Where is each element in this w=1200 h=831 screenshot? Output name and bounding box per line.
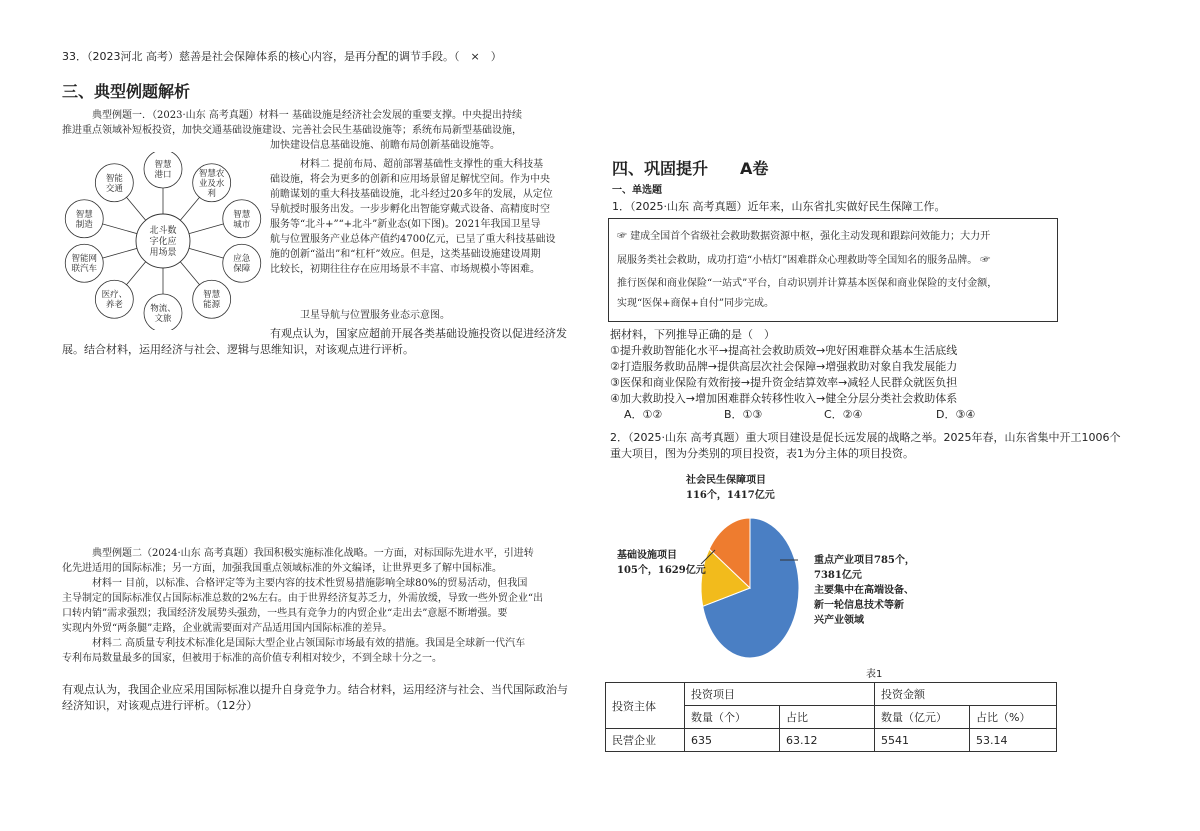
pie-label-line: 7381亿元 bbox=[814, 570, 862, 581]
box-line: 推行医保和商业保险“一站式”平台，自动识别并计算基本医保和商业保险的支付金额， bbox=[617, 278, 998, 289]
diagram-node-label: 智能网联汽车 bbox=[71, 254, 98, 275]
q2-line: 重大项目，图为分类别的项目投资，表1为分主体的项目投资。 bbox=[610, 447, 914, 460]
diagram-center-label: 北斗数字化应用场景 bbox=[149, 226, 177, 258]
q1-stem: 1．（2025·山东 高考真题）近年来，山东省扎实做好民生保障工作。 bbox=[612, 200, 946, 213]
q1-item: ①提升救助智能化水平→提高社会救助质效→兜好困难群众基本生活底线 bbox=[610, 344, 958, 357]
diagram-caption: 卫星导航与位置服务业态示意图。 bbox=[300, 310, 450, 321]
table-subheader: 占比 bbox=[780, 706, 875, 729]
example2-line: 典型例题二（2024·山东 高考真题）我国积极实施标准化战略。一方面，对标国际先进水平，引进转 bbox=[92, 548, 534, 559]
table-cell: 5541 bbox=[875, 729, 970, 752]
option-c[interactable]: C．②④ bbox=[824, 408, 863, 421]
material2-line: 航与位置服务产业总体产值约4700亿元，已呈了重大科技基础设 bbox=[270, 234, 556, 245]
beidou-diagram bbox=[60, 152, 266, 330]
table-cell: 635 bbox=[685, 729, 780, 752]
material2-line: 前瞻谋划的重大科技基础设施，北斗经过20多年的发展，从定位 bbox=[270, 189, 553, 200]
pie-label-social bbox=[686, 473, 775, 503]
diagram-node-label: 智慧制造 bbox=[75, 209, 93, 230]
pie-label-key bbox=[814, 553, 915, 628]
example1-material2 bbox=[270, 157, 592, 277]
question-33: 33．（2023河北 高考）慈善是社会保障体系的核心内容，是再分配的调节手段。（ × ） bbox=[62, 50, 502, 63]
pie-label-infra bbox=[617, 548, 706, 578]
diagram-node-label: 物流、文旅 bbox=[150, 304, 176, 324]
q1-item: ④加大救助投入→增加困难群众转移性收入→健全分层分类社会救助体系 bbox=[610, 392, 958, 405]
diagram-node-label: 智慧城市 bbox=[233, 209, 251, 230]
q1-item: ③医保和商业保险有效衔接→提升资金结算效率→减轻人民群众就医负担 bbox=[610, 376, 958, 389]
material2-line: 施的创新“溢出”和“杠杆”效应。但是，这类基础设施建设周期 bbox=[270, 249, 541, 260]
investment-table bbox=[605, 682, 1057, 752]
viewpoint-line: 展。结合材料，运用经济与社会、逻辑与思维知识，对该观点进行评析。 bbox=[62, 343, 414, 356]
table-cell: 63.12 bbox=[780, 729, 875, 752]
material2-line: 材料二 提前布局、超前部署基础性支撑性的重大科技基 bbox=[300, 159, 544, 170]
box-line: 实现“医保+商保+自付”同步完成。 bbox=[617, 298, 774, 309]
q1-material-box bbox=[608, 218, 1058, 322]
q1-item: ②打造服务救助品牌→提供高层次社会保障→增强救助对象自我发展能力 bbox=[610, 360, 958, 373]
pie-label-line: 105个，1629亿元 bbox=[617, 565, 706, 576]
pie-label-line: 116个，1417亿元 bbox=[686, 490, 775, 501]
material2-line: 服务等“北斗+”“+北斗”新业态(如下图)。2021年我国卫星导 bbox=[270, 219, 541, 230]
viewpoint-line: 经济知识，对该观点进行评析。（12分） bbox=[62, 699, 258, 712]
diagram-node-label: 智慧能源 bbox=[203, 290, 221, 311]
table-row bbox=[606, 729, 1057, 752]
diagram-node-label: 应急保障 bbox=[233, 254, 251, 275]
material2-line: 比较长，初期往往存在应用场景不丰富、市场规模小等困难。 bbox=[270, 264, 540, 275]
pie-label-line: 新一轮信息技术等新 bbox=[814, 600, 904, 611]
example2-line: 口转内销”需求强烈；我国经济发展势头强劲，一些具有竞争力的内贸企业“走出去”意愿不断增强。要 bbox=[62, 608, 508, 619]
table-subheader: 数量（亿元） bbox=[875, 706, 970, 729]
table-header-group1: 投资项目 bbox=[685, 683, 875, 706]
example2-line: 材料一 目前，以标准、合格评定等为主要内容的技术性贸易措施影响全球80%的贸易活动，但我国 bbox=[92, 578, 528, 589]
diagram-node-label: 医疗、养老 bbox=[101, 290, 128, 311]
option-b[interactable]: B．①③ bbox=[724, 408, 763, 421]
q1-prompt: 据材料，下列推导正确的是（ ） bbox=[610, 328, 775, 341]
pie-label-line: 主要集中在高端设备、 bbox=[814, 585, 914, 596]
box-line: ☞ 建成全国首个省级社会救助数据资源中枢，强化主动发现和跟踪问效能力；大力开 bbox=[617, 231, 991, 242]
pie-label-line: 社会民生保障项目 bbox=[686, 475, 766, 486]
option-a[interactable]: A．①② bbox=[624, 408, 663, 421]
option-d[interactable]: D．③④ bbox=[936, 408, 976, 421]
q1-body bbox=[610, 327, 1170, 423]
table-header-main: 投资主体 bbox=[606, 683, 685, 729]
q2-stem bbox=[610, 430, 1170, 462]
example2-viewpoint bbox=[62, 682, 592, 714]
example2-line: 实现内外贸“两条腿”走路，企业就需要面对产品适用国内国际标准的差异。 bbox=[62, 623, 393, 634]
material2-line: 础设施，将会为更多的创新和应用场景留足解忧空间。作为中央 bbox=[270, 174, 550, 185]
example2-line: 材料二 高质量专利技术标准化是国际大型企业占领国际市场最有效的措施。我国是全球新一代汽车 bbox=[92, 638, 526, 649]
viewpoint-line: 有观点认为，国家应超前开展各类基础设施投资以促进经济发 bbox=[270, 327, 567, 340]
single-choice-heading: 一、单选题 bbox=[612, 185, 662, 196]
example1-line: 推进重点领域补短板投资，加快交通基础设施建设、完善社会民生基础设施等；系统布局新型基础设施， bbox=[62, 125, 522, 136]
box-line: 展服务类社会救助，成功打造“小桔灯”困难群众心理救助等全国知名的服务品牌。 ☞ bbox=[617, 255, 991, 266]
example1-line: 典型例题一．（2023·山东 高考真题）材料一 基础设施是经济社会发展的重要支撑。中央提出持续 bbox=[92, 110, 522, 121]
diagram-node-label: 智能交通 bbox=[105, 173, 123, 194]
diagram-node-label: 智慧港口 bbox=[154, 160, 172, 180]
viewpoint-line: 有观点认为，我国企业应采用国际标准以提升自身竞争力。结合材料，运用经济与社会、当代国际政治与 bbox=[62, 683, 568, 696]
example2-line: 化先进适用的国际标准；另一方面，加强我国重点领域标准的外文编译，让世界更多了解中国标准。 bbox=[62, 563, 502, 574]
q1-options bbox=[610, 407, 1170, 423]
section3-title: 三、典型例题解析 bbox=[62, 82, 191, 101]
table-subheader: 占比（%） bbox=[970, 706, 1057, 729]
example1-line: 加快建设信息基础设施、前瞻布局创新基础设施等。 bbox=[270, 140, 500, 151]
table-title: 表1 bbox=[866, 669, 883, 680]
pie-label-line: 兴产业领域 bbox=[814, 615, 864, 626]
table-cell: 53.14 bbox=[970, 729, 1057, 752]
example2-line: 专利布局数量最多的国家，但被用于标准的高价值专利相对较少，不到全球十分之一。 bbox=[62, 653, 442, 664]
table-subheader: 数量（个） bbox=[685, 706, 780, 729]
diagram-node-label: 智慧农业及水利 bbox=[198, 168, 225, 199]
table-cell: 民营企业 bbox=[606, 729, 685, 752]
material2-line: 导航授时服务出发。一步步孵化出智能穿戴式设备、高精度时空 bbox=[270, 204, 550, 215]
pie-label-line: 重点产业项目785个， bbox=[814, 555, 915, 566]
example1-viewpoint bbox=[62, 326, 592, 358]
example1-intro bbox=[62, 108, 592, 153]
pie-label-line: 基础设施项目 bbox=[617, 550, 677, 561]
q2-line: 2．（2025·山东 高考真题）重大项目建设是促长远发展的战略之举。2025年春，山东省集中开工1006个 bbox=[610, 431, 1121, 444]
example2-line: 主导制定的国际标准仅占国际标准总数的2%左右。由于世界经济复苏乏力，外需放缓，导致一些外贸企业“出 bbox=[62, 593, 543, 604]
table-header-group2: 投资金额 bbox=[875, 683, 1057, 706]
example2-text bbox=[62, 546, 592, 666]
section4-title: 四、巩固提升 A卷 bbox=[612, 159, 769, 178]
